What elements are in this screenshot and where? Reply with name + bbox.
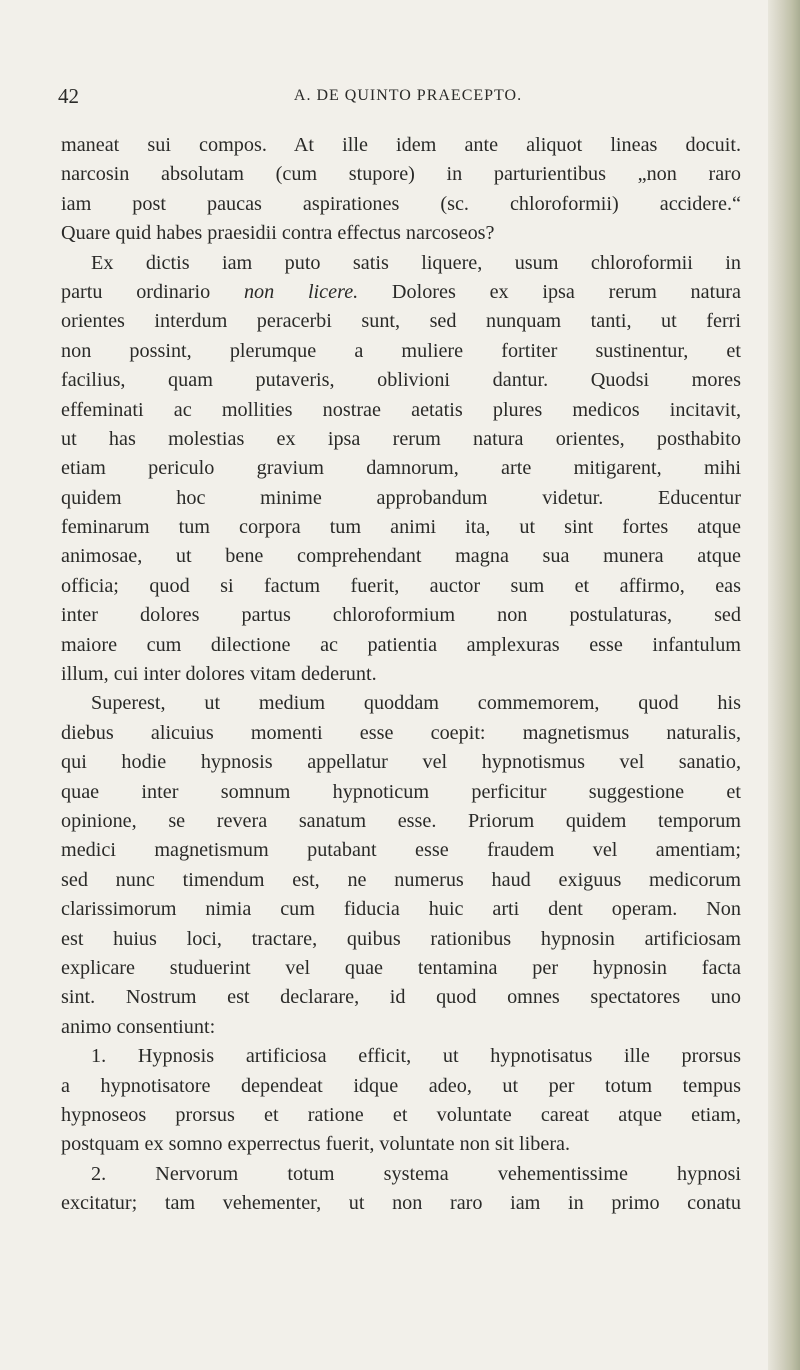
text-line: diebus alicuius momenti esse coepit: magnetismus naturalis, [61, 721, 741, 744]
text-line: orientes interdum peracerbi sunt, sed nunquam tanti, ut ferri [61, 310, 741, 333]
text-segment: Dolores ex ipsa rerum natura [358, 280, 741, 303]
text-line: animo consentiunt: [61, 1015, 216, 1038]
text-line: excitatur; tam vehementer, ut non raro iam in primo conatu [61, 1192, 741, 1215]
text-line: 2. Nervorum totum systema vehementissime hypnosi [91, 1162, 741, 1185]
text-line: iam post paucas aspirationes (sc. chloroformii) accidere.“ [61, 192, 741, 215]
page-edge [768, 0, 800, 1370]
text-line: facilius, quam putaveris, oblivioni dantur. Quodsi mores [61, 369, 741, 392]
running-head: A. DE QUINTO PRAECEPTO. [293, 87, 523, 104]
text-line: illum, cui inter dolores vitam dederunt. [61, 663, 377, 686]
text-line: qui hodie hypnosis appellatur vel hypnotismus vel sanatio, [61, 751, 741, 774]
text-line: postquam ex somno experrectus fuerit, voluntate non sit libera. [61, 1133, 571, 1156]
text-line: quae inter somnum hypnoticum perficitur suggestione et [61, 780, 741, 803]
text-line: narcosin absolutam (cum stupore) in parturientibus „non raro [61, 163, 741, 186]
text-line: feminarum tum corpora tum animi ita, ut sint fortes atque [61, 516, 741, 539]
text-line: 1. Hypnosis artificiosa efficit, ut hypnotisatus ille prorsus [91, 1045, 741, 1068]
text-line: maneat sui compos. At ille idem ante aliquot lineas docuit. [61, 134, 741, 156]
text-line: maiore cum dilectione ac patientia amplexuras esse infantulum [61, 633, 741, 656]
text-line: a hypnotisatore dependeat idque adeo, ut per totum tempus [61, 1074, 741, 1097]
text-line: explicare studuerint vel quae tentamina per hypnosin facta [61, 956, 741, 979]
text-line: opinione, se revera sanatum esse. Priorum quidem temporum [61, 809, 741, 832]
page-number: 42 [58, 84, 79, 108]
text-line: ut has molestias ex ipsa rerum natura orientes, posthabito [61, 427, 741, 450]
text-line: Ex dictis iam puto satis liquere, usum chloroformii in [91, 251, 741, 274]
text-line: Superest, ut medium quoddam commemorem, quod his [91, 692, 741, 715]
text-line [61, 278, 741, 307]
text-segment: partu ordinario [61, 280, 244, 303]
text-line: animosae, ut bene comprehendant magna sua munera atque [61, 545, 741, 568]
italic-phrase: non licere. [243, 280, 359, 303]
text-line: effeminati ac mollities nostrae aetatis plures medicos incitavit, [61, 398, 741, 421]
text-line: Quare quid habes praesidii contra effectus narcoseos? [61, 222, 495, 245]
text-line: clarissimorum nimia cum fiducia huic arti dent operam. Non [61, 898, 741, 921]
body-text [61, 131, 741, 1218]
text-line: hypnoseos prorsus et ratione et voluntate careat atque etiam, [61, 1103, 741, 1126]
text-line: medici magnetismum putabant esse fraudem vel amentiam; [61, 839, 741, 862]
text-line: est huius loci, tractare, quibus rationibus hypnosin artificiosam [61, 927, 741, 950]
text-line: sint. Nostrum est declarare, id quod omnes spectatores uno [61, 986, 741, 1009]
text-line: quidem hoc minime approbandum videtur. Educentur [61, 486, 741, 509]
text-line: inter dolores partus chloroformium non postulaturas, sed [61, 604, 741, 627]
text-line: non possint, plerumque a muliere fortiter sustinentur, et [61, 339, 741, 362]
text-line: sed nunc timendum est, ne numerus haud exiguus medicorum [61, 868, 741, 891]
text-line: officia; quod si factum fuerit, auctor sum et affirmo, eas [61, 574, 741, 597]
text-line: etiam periculo gravium damnorum, arte mitigarent, mihi [61, 457, 741, 480]
page-header [58, 84, 758, 112]
